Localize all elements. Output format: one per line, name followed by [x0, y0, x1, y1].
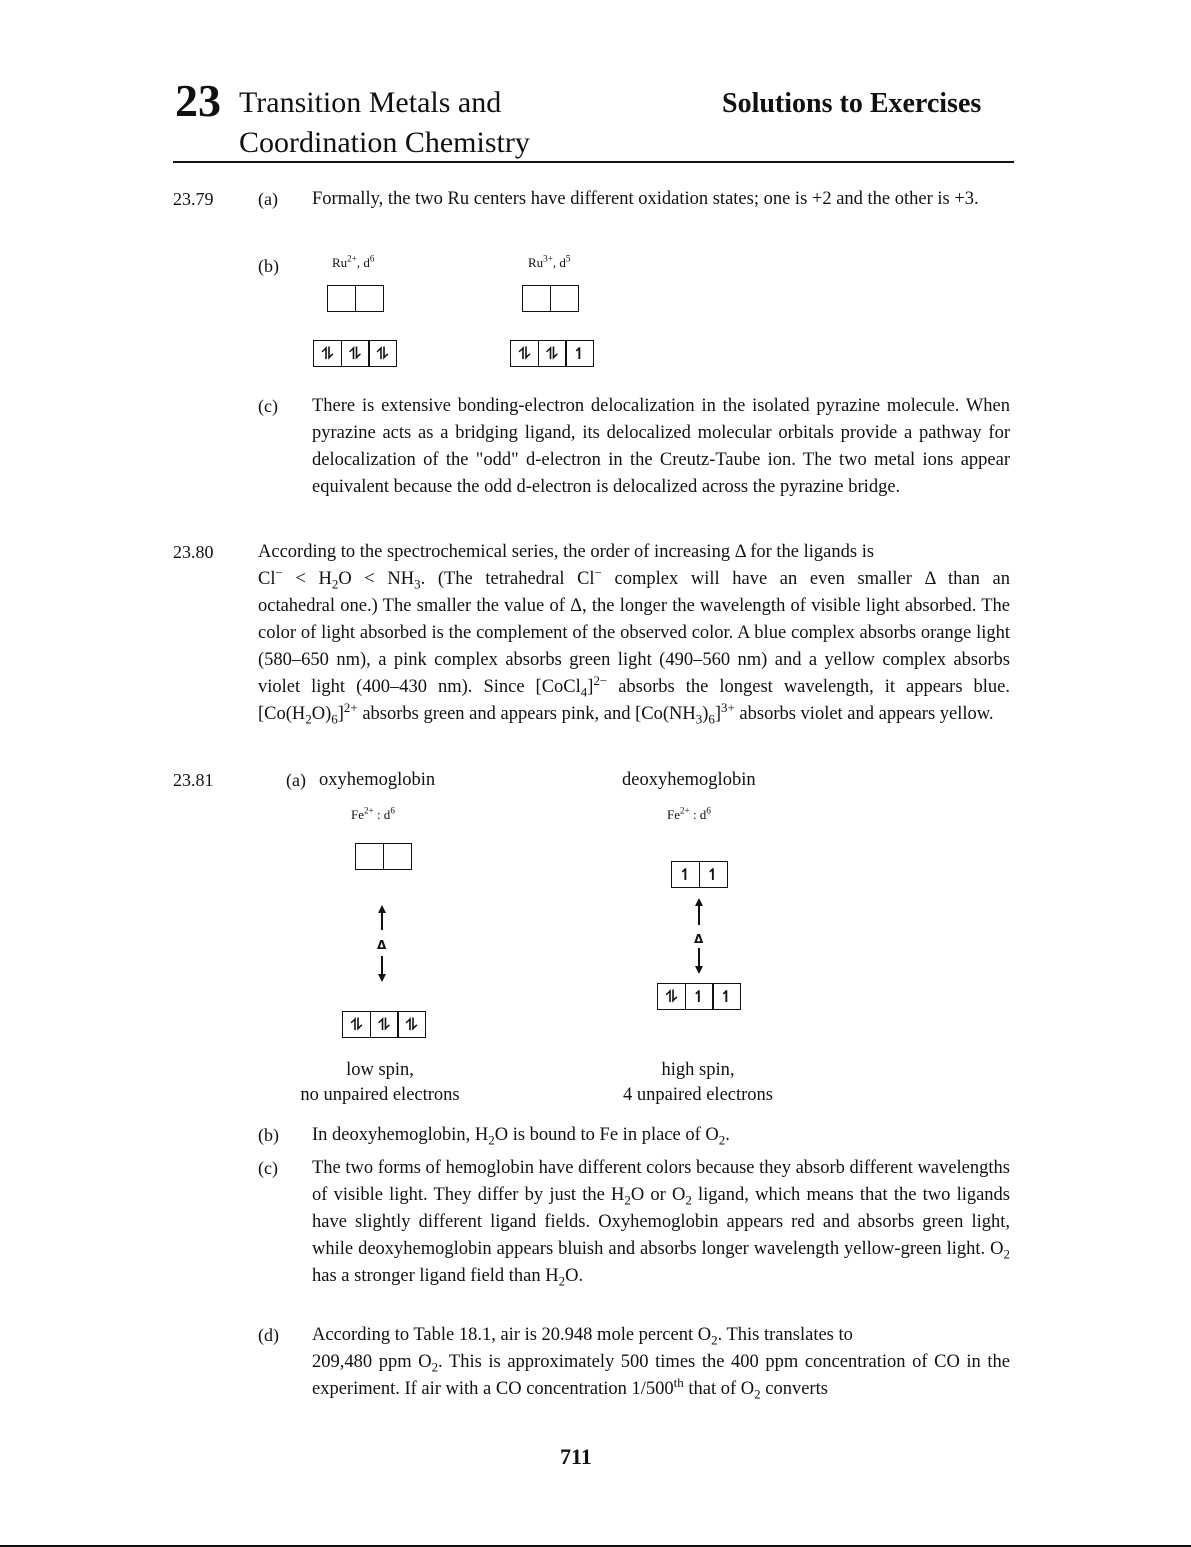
ion-label-fe2-oxy: $Fe^{2+}$ : $d^6$ [351, 805, 395, 822]
orbital-box: ⥮ [342, 1011, 371, 1038]
part-label-a: (a) [258, 189, 278, 209]
orbital-box: ↿ [565, 340, 594, 367]
orbital-box: ⥮ [397, 1011, 426, 1038]
orbital-box [327, 285, 356, 312]
orbital-box: ⥮ [368, 340, 397, 367]
arrow-line [698, 905, 700, 925]
answer-23-81-b: In deoxyhemoglobin, $H_2O$ is bound to Fe in place of $O_2$. [312, 1125, 730, 1148]
answer-23-81-d: According to Table 18.1, air is 20.948 mole percent $O_2$. This translates to 209,480 ppm $O_2$. This is approximately 500 times the 400 ppm concentration of CO in the experiment. If air with a CO concentration 1/500th that of $O_2$ converts [312, 1325, 1011, 1402]
oxy-spin-description: low spin, no unpaired electrons [300, 1060, 460, 1105]
part-label-b: (b) [258, 1125, 279, 1145]
arrow-down-icon [378, 974, 386, 982]
orbital-box: ⥮ [510, 340, 539, 367]
deoxy-spin-description: high spin, 4 unpaired electrons [623, 1060, 773, 1105]
eg-orbitals-oxy [355, 843, 412, 870]
eg-orbitals-ru3 [522, 285, 579, 312]
orbital-box [355, 843, 384, 870]
part-label-a: (a) [286, 770, 306, 790]
header-rule [173, 161, 1014, 163]
orbital-box [355, 285, 384, 312]
part-label-b: (b) [258, 256, 279, 276]
orbital-box: ⥮ [313, 340, 342, 367]
orbital-box: ↿ [671, 861, 700, 888]
answer-23-79-a: Formally, the two Ru centers have different oxidation states; one is +2 and the other is +3. [312, 189, 979, 209]
orbital-box: ↿ [685, 983, 714, 1010]
answer-23-80: According to the spectrochemical series, the order of increasing Δ for the ligands is $Cl^- < H_2O < NH_3$. (The tetrahedral Cl− complex will have an even smaller Δ than an octahedral one.) The smaller the value of Δ, the longer the wavelength of visible light absorbed. The color of light absorbed is the complement of the observed color. A blue complex absorbs orange light (580–650 nm), a pink complex absorbs green light (490–560 nm) and a yellow complex absorbs violet light (400–430 nm). Since [CoCl$_4$]$^{2-}$ absorbs the longest wavelength, it appears blue. $[Co(H_2O)_6]^{2+}$ absorbs green and appears pink, and $[Co(NH_3)_6]^{3+}$ absorbs violet and appears yellow. [258, 542, 1011, 727]
oxyhemoglobin-title: oxyhemoglobin [319, 770, 436, 790]
exercise-number-23-81: 23.81 [173, 770, 214, 790]
exercise-number-23-79: 23.79 [173, 189, 214, 209]
t2g-orbitals-deoxy [657, 983, 741, 1010]
orbital-box: ↿ [712, 983, 741, 1010]
chapter-title-line1: Transition Metals and [239, 86, 502, 119]
deoxyhemoglobin-title: deoxyhemoglobin [622, 770, 756, 790]
delta-label-deoxy: Δ [694, 932, 704, 946]
chapter-title-line2: Coordination Chemistry [239, 126, 530, 159]
answer-23-81-c: The two forms of hemoglobin have different colors because they absorb different wavelengths of visible light. They differ by just the $H_2O$ or $O_2$ ligand, which means that the two ligands have slightly different ligand fields. Oxyhemoglobin appears red and absorbs green light, while deoxyhemoglobin appears bluish and absorbs longer wavelength yellow-green light. $O_2$ has a stronger ligand field than $H_2O$. [312, 1158, 1011, 1289]
arrow-line [698, 948, 700, 966]
section-title: Solutions to Exercises [722, 88, 982, 119]
orbital-box [550, 285, 579, 312]
chapter-number: 23 [175, 75, 221, 126]
eg-orbitals-deoxy [671, 861, 728, 888]
orbital-box: ⥮ [538, 340, 567, 367]
part-label-c: (c) [258, 396, 278, 416]
ion-label-fe2-deoxy: $Fe^{2+}$ : $d^6$ [667, 805, 711, 822]
orbital-box: ⥮ [341, 340, 370, 367]
orbital-box: ⥮ [370, 1011, 399, 1038]
page-number: 711 [560, 1444, 592, 1469]
exercise-number-23-80: 23.80 [173, 542, 214, 562]
part-label-c: (c) [258, 1158, 278, 1178]
t2g-orbitals-ru3 [510, 340, 594, 367]
t2g-orbitals-oxy [342, 1011, 426, 1038]
eg-orbitals-ru2 [327, 285, 384, 312]
orbital-box [383, 843, 412, 870]
orbital-box: ↿ [699, 861, 728, 888]
orbital-box: ⥮ [657, 983, 686, 1010]
orbital-box [522, 285, 551, 312]
delta-label-oxy: Δ [377, 938, 387, 952]
part-label-d: (d) [258, 1325, 279, 1345]
answer-23-79-c: There is extensive bonding-electron delocalization in the isolated pyrazine molecule. When pyrazine acts as a bridging ligand, its delocalized molecular orbitals provide a pathway for delocalization of the "odd" d-electron in the Creutz-Taube ion. The two metal ions appear equivalent because the odd d-electron is delocalized across the pyrazine bridge. [312, 396, 1010, 497]
arrow-line [381, 912, 383, 930]
ion-label-ru3: $Ru^{3+}$, $d^5$ [528, 253, 571, 270]
ion-label-ru2: $Ru^{2+}$, $d^6$ [332, 253, 375, 270]
arrow-line [381, 956, 383, 974]
arrow-down-icon [695, 966, 703, 974]
t2g-orbitals-ru2 [313, 340, 397, 367]
